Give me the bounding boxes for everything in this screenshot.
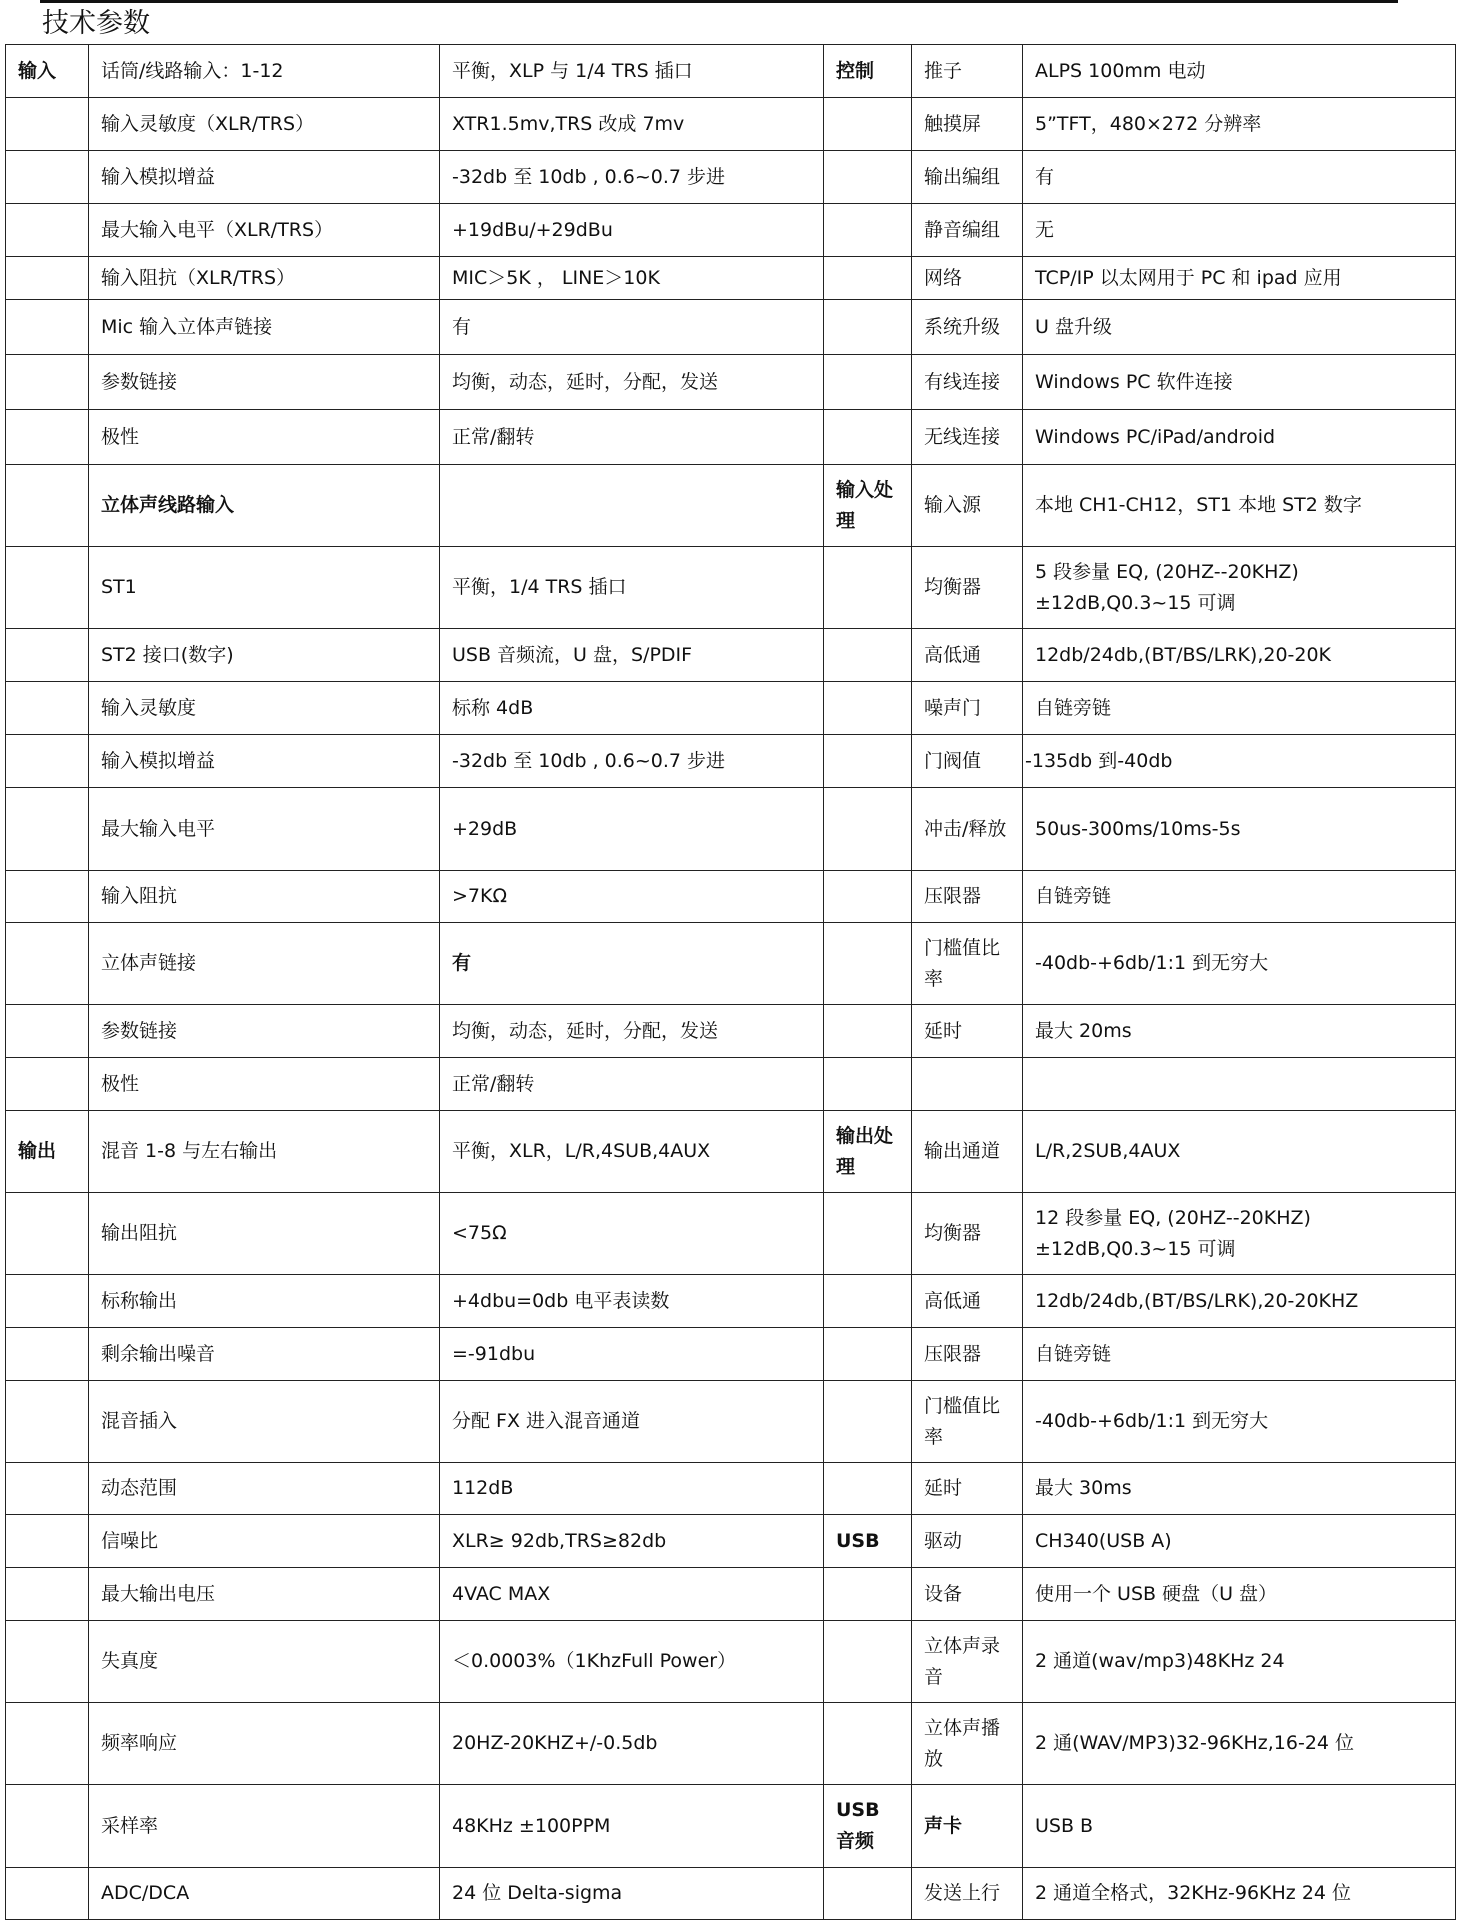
section-label (824, 547, 912, 629)
section-label: USB (824, 1515, 912, 1568)
top-rule (40, 0, 1398, 3)
table-row (6, 355, 1456, 410)
param-value: 正常/翻转 (440, 410, 824, 465)
param-name: 立体声播放 (912, 1703, 1023, 1785)
table-row (6, 98, 1456, 151)
section-label: 输入 (6, 45, 89, 98)
section-label (6, 682, 89, 735)
section-label (6, 1328, 89, 1381)
table-row (6, 1005, 1456, 1058)
param-name: 输入源 (912, 465, 1023, 547)
param-name: 门槛值比率 (912, 1381, 1023, 1463)
table-row (6, 1515, 1456, 1568)
param-name: 发送上行 (912, 1868, 1023, 1920)
section-label (824, 923, 912, 1005)
param-value: 标称 4dB (440, 682, 824, 735)
param-name: 信噪比 (89, 1515, 440, 1568)
section-label (6, 1568, 89, 1621)
param-name: 标称输出 (89, 1275, 440, 1328)
param-value: 使用一个 USB 硬盘（U 盘） (1023, 1568, 1456, 1621)
param-name: 输出阻抗 (89, 1193, 440, 1275)
section-label (6, 923, 89, 1005)
param-name: 系统升级 (912, 300, 1023, 355)
param-name: 采样率 (89, 1785, 440, 1868)
table-row (6, 629, 1456, 682)
param-value: +29dB (440, 788, 824, 871)
section-label (6, 204, 89, 257)
param-name: 参数链接 (89, 355, 440, 410)
param-name: 声卡 (912, 1785, 1023, 1868)
param-name: 均衡器 (912, 1193, 1023, 1275)
param-name: 设备 (912, 1568, 1023, 1621)
param-name (912, 1058, 1023, 1111)
section-label: USB 音频 (824, 1785, 912, 1868)
table-row (6, 465, 1456, 547)
param-value: <75Ω (440, 1193, 824, 1275)
table-row (6, 151, 1456, 204)
section-label (824, 1005, 912, 1058)
param-value: 48KHz ±100PPM (440, 1785, 824, 1868)
param-value: 正常/翻转 (440, 1058, 824, 1111)
param-value: 自链旁链 (1023, 682, 1456, 735)
param-name: 输入模拟增益 (89, 151, 440, 204)
section-label (6, 735, 89, 788)
table-row (6, 204, 1456, 257)
spec-table (5, 44, 1456, 1920)
section-label: 输出 (6, 1111, 89, 1193)
param-name: 延时 (912, 1463, 1023, 1515)
param-value (440, 465, 824, 547)
section-label (6, 151, 89, 204)
param-name: 高低通 (912, 629, 1023, 682)
section-label (824, 300, 912, 355)
table-row (6, 1703, 1456, 1785)
section-label (824, 682, 912, 735)
param-name: 剩余输出噪音 (89, 1328, 440, 1381)
param-name: 极性 (89, 1058, 440, 1111)
table-row (6, 923, 1456, 1005)
param-value: 12db/24db,(BT/BS/LRK),20-20KHZ (1023, 1275, 1456, 1328)
param-value: 12db/24db,(BT/BS/LRK),20-20K (1023, 629, 1456, 682)
section-label (824, 1381, 912, 1463)
param-value: 分配 FX 进入混音通道 (440, 1381, 824, 1463)
param-name: 静音编组 (912, 204, 1023, 257)
section-label (824, 1463, 912, 1515)
param-name: 最大输出电压 (89, 1568, 440, 1621)
param-value: 均衡，动态，延时，分配，发送 (440, 355, 824, 410)
section-label (824, 871, 912, 923)
section-label (824, 1193, 912, 1275)
section-label (824, 204, 912, 257)
section-label (6, 98, 89, 151)
param-name: 网络 (912, 257, 1023, 300)
param-name: 冲击/释放 (912, 788, 1023, 871)
table-row (6, 871, 1456, 923)
section-label (6, 410, 89, 465)
param-value: Windows PC 软件连接 (1023, 355, 1456, 410)
param-name: 输入阻抗 (89, 871, 440, 923)
section-label (824, 355, 912, 410)
param-name: 立体声线路输入 (89, 465, 440, 547)
section-label (6, 1275, 89, 1328)
section-label (6, 1463, 89, 1515)
param-value: 本地 CH1-CH12，ST1 本地 ST2 数字 (1023, 465, 1456, 547)
param-value: XTR1.5mv,TRS 改成 7mv (440, 98, 824, 151)
section-label (824, 1703, 912, 1785)
param-name: 输出编组 (912, 151, 1023, 204)
section-label (6, 1193, 89, 1275)
param-value: USB B (1023, 1785, 1456, 1868)
param-value: 5”TFT，480×272 分辨率 (1023, 98, 1456, 151)
param-name: Mic 输入立体声链接 (89, 300, 440, 355)
section-label (824, 1275, 912, 1328)
param-value: >7KΩ (440, 871, 824, 923)
section-label (6, 1868, 89, 1920)
param-name: 混音插入 (89, 1381, 440, 1463)
table-row (6, 45, 1456, 98)
param-value: CH340(USB A) (1023, 1515, 1456, 1568)
param-value: 2 通道(wav/mp3)48KHz 24 (1023, 1621, 1456, 1703)
table-row (6, 547, 1456, 629)
param-value: TCP/IP 以太网用于 PC 和 ipad 应用 (1023, 257, 1456, 300)
section-label (6, 257, 89, 300)
section-label (6, 1621, 89, 1703)
param-value: Windows PC/iPad/android (1023, 410, 1456, 465)
section-label (824, 1058, 912, 1111)
param-name: 极性 (89, 410, 440, 465)
param-name: 混音 1-8 与左右输出 (89, 1111, 440, 1193)
param-name: ST1 (89, 547, 440, 629)
section-label: 输入处理 (824, 465, 912, 547)
param-name: 输入模拟增益 (89, 735, 440, 788)
param-value: MIC＞5K ， LINE＞10K (440, 257, 824, 300)
param-value: 最大 20ms (1023, 1005, 1456, 1058)
section-label (6, 1005, 89, 1058)
param-value: +19dBu/+29dBu (440, 204, 824, 257)
param-value: 5 段参量 EQ, (20HZ--20KHZ)±12dB,Q0.3~15 可调 (1023, 547, 1456, 629)
table-row (6, 1193, 1456, 1275)
param-name: 延时 (912, 1005, 1023, 1058)
param-value: =-91dbu (440, 1328, 824, 1381)
param-name: 噪声门 (912, 682, 1023, 735)
param-value: 平衡，XLR，L/R,4SUB,4AUX (440, 1111, 824, 1193)
param-value: 50us-300ms/10ms-5s (1023, 788, 1456, 871)
param-value: 2 通(WAV/MP3)32-96KHz,16-24 位 (1023, 1703, 1456, 1785)
param-name: 立体声链接 (89, 923, 440, 1005)
param-name: 频率响应 (89, 1703, 440, 1785)
param-value: -32db 至 10db , 0.6~0.7 步进 (440, 735, 824, 788)
param-name: 触摸屏 (912, 98, 1023, 151)
table-row (6, 410, 1456, 465)
param-name: 驱动 (912, 1515, 1023, 1568)
section-label (6, 355, 89, 410)
param-name: 输入灵敏度 (89, 682, 440, 735)
param-name: 最大输入电平（XLR/TRS） (89, 204, 440, 257)
section-label (824, 735, 912, 788)
section-label (824, 788, 912, 871)
section-label: 输出处理 (824, 1111, 912, 1193)
param-name: 输入灵敏度（XLR/TRS） (89, 98, 440, 151)
param-value: ＜0.0003%（1KhzFull Power） (440, 1621, 824, 1703)
table-row (6, 1058, 1456, 1111)
param-value: -135db 到-40db (1023, 735, 1456, 788)
table-row (6, 682, 1456, 735)
param-name: 输出通道 (912, 1111, 1023, 1193)
section-label (6, 547, 89, 629)
table-row (6, 1785, 1456, 1868)
param-value: -40db-+6db/1:1 到无穷大 (1023, 1381, 1456, 1463)
param-name: 动态范围 (89, 1463, 440, 1515)
param-name: 有线连接 (912, 355, 1023, 410)
table-row (6, 1868, 1456, 1920)
param-name: 门阀值 (912, 735, 1023, 788)
section-label (6, 1703, 89, 1785)
param-name: 失真度 (89, 1621, 440, 1703)
param-value: 最大 30ms (1023, 1463, 1456, 1515)
table-row (6, 257, 1456, 300)
param-name: ST2 接口(数字) (89, 629, 440, 682)
param-value: 2 通道全格式，32KHz-96KHz 24 位 (1023, 1868, 1456, 1920)
param-name: 门槛值比率 (912, 923, 1023, 1005)
param-name: 话筒/线路输入：1-12 (89, 45, 440, 98)
param-name: 参数链接 (89, 1005, 440, 1058)
param-value: 有 (1023, 151, 1456, 204)
param-value: L/R,2SUB,4AUX (1023, 1111, 1456, 1193)
section-label (6, 300, 89, 355)
section-label (824, 1621, 912, 1703)
table-row (6, 1381, 1456, 1463)
param-value: 12 段参量 EQ, (20HZ--20KHZ)±12dB,Q0.3~15 可调 (1023, 1193, 1456, 1275)
param-value: 平衡，XLP 与 1/4 TRS 插口 (440, 45, 824, 98)
param-value: 4VAC MAX (440, 1568, 824, 1621)
param-value: ALPS 100mm 电动 (1023, 45, 1456, 98)
param-name: 最大输入电平 (89, 788, 440, 871)
section-label (824, 1568, 912, 1621)
param-value: 平衡，1/4 TRS 插口 (440, 547, 824, 629)
section-label: 控制 (824, 45, 912, 98)
param-value: 24 位 Delta-sigma (440, 1868, 824, 1920)
param-value: -40db-+6db/1:1 到无穷大 (1023, 923, 1456, 1005)
table-row (6, 1275, 1456, 1328)
param-name: 高低通 (912, 1275, 1023, 1328)
param-value: 自链旁链 (1023, 1328, 1456, 1381)
table-row (6, 1621, 1456, 1703)
param-value: U 盘升级 (1023, 300, 1456, 355)
section-label (824, 151, 912, 204)
section-label (6, 871, 89, 923)
param-value: 有 (440, 300, 824, 355)
section-label (824, 98, 912, 151)
table-row (6, 300, 1456, 355)
table-row (6, 1111, 1456, 1193)
param-name: 无线连接 (912, 410, 1023, 465)
table-row (6, 1568, 1456, 1621)
section-label (824, 410, 912, 465)
param-value: +4dbu=0db 电平表读数 (440, 1275, 824, 1328)
section-label (824, 1868, 912, 1920)
table-row (6, 1463, 1456, 1515)
section-label (824, 629, 912, 682)
param-value: -32db 至 10db , 0.6~0.7 步进 (440, 151, 824, 204)
table-row (6, 735, 1456, 788)
param-name: 立体声录音 (912, 1621, 1023, 1703)
param-name: 压限器 (912, 1328, 1023, 1381)
section-label (824, 1328, 912, 1381)
table-row (6, 788, 1456, 871)
param-value: 20HZ-20KHZ+/-0.5db (440, 1703, 824, 1785)
section-label (824, 257, 912, 300)
param-name: 推子 (912, 45, 1023, 98)
param-value: XLR≥ 92db,TRS≥82db (440, 1515, 824, 1568)
section-label (6, 1381, 89, 1463)
param-value: 自链旁链 (1023, 871, 1456, 923)
param-name: 压限器 (912, 871, 1023, 923)
section-label (6, 465, 89, 547)
param-value: 无 (1023, 204, 1456, 257)
param-value: 112dB (440, 1463, 824, 1515)
table-row (6, 1328, 1456, 1381)
param-name: 均衡器 (912, 547, 1023, 629)
param-name: 输入阻抗（XLR/TRS） (89, 257, 440, 300)
param-value: 有 (440, 923, 824, 1005)
param-value: 均衡，动态，延时，分配，发送 (440, 1005, 824, 1058)
section-label (6, 1515, 89, 1568)
page-title: 技术参数 (42, 8, 150, 39)
param-value (1023, 1058, 1456, 1111)
section-label (6, 629, 89, 682)
section-label (6, 1058, 89, 1111)
section-label (6, 788, 89, 871)
param-value: USB 音频流，U 盘，S/PDIF (440, 629, 824, 682)
param-name: ADC/DCA (89, 1868, 440, 1920)
section-label (6, 1785, 89, 1868)
